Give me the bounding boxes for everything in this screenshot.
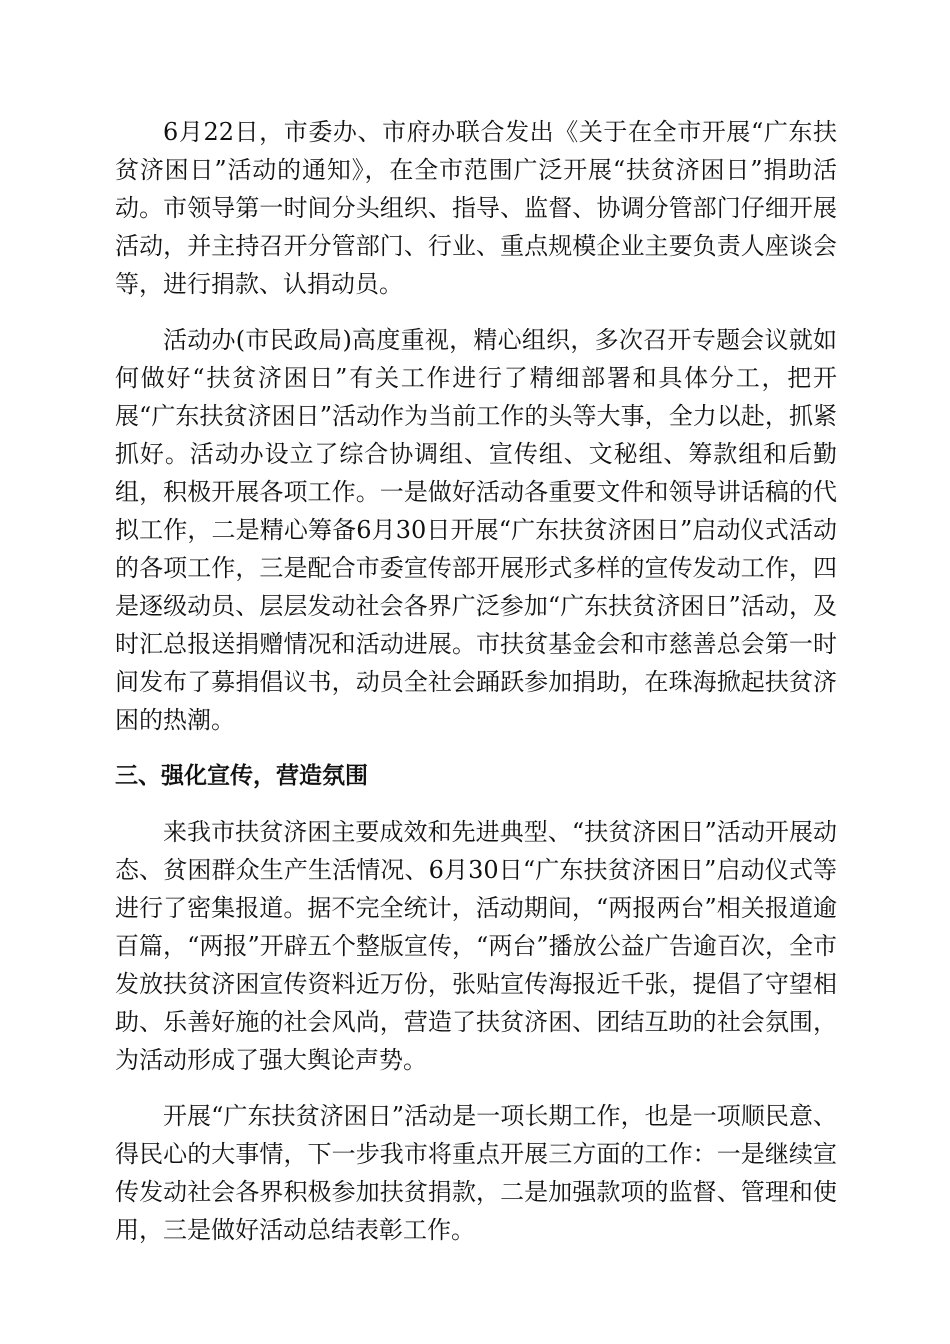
paragraph-spacer — [115, 739, 837, 757]
paragraph-spacer — [115, 1079, 837, 1097]
paragraph-next-steps: 开展“广东扶贫济困日”活动是一项长期工作，也是一项顺民意、得民心的大事情，下一步我市将重点开展三方面的工作：一是继续宣传发动社会各界积极参加扶贫捐款，二是加强款项的监督、管理和使用，三是做好活动总结表彰工作。 — [115, 1102, 837, 1244]
section-heading: 三、强化宣传，营造氛围 — [115, 763, 368, 789]
paragraph-publicity: 来我市扶贫济困主要成效和先进典型、“扶贫济困日”活动开展动态、贫困群众生产生活情况、6月30日“广东扶贫济困日”启动仪式等进行了密集报道。据不完全统计，活动期间，“两报两台”相关报道逾百篇，“两报”开辟五个整版宣传，“两台”播放公益广告逾百次，全市发放扶贫济困宣传资料近万份，张贴宣传海报近千张，提倡了守望相助、乐善好施的社会风尚，营造了扶贫济困、团结互助的社会氛围，为活动形成了强大舆论声势。 — [115, 818, 837, 1074]
paragraph-notice: 6月22日，市委办、市府办联合发出《关于在全市开展“广东扶贫济困日”活动的通知》，在全市范围广泛开展“扶贫济困日”捐助活动。市领导第一时间分头组织、指导、监督、协调分管部门仔细开展活动，并主持召开分管部门、行业、重点规模企业主要负责人座谈会等，进行捐款、认捐动员。 — [115, 118, 837, 298]
paragraph-spacer — [115, 795, 837, 813]
paragraph-activity-office: 活动办(市民政局)高度重视，精心组织，多次召开专题会议就如何做好“扶贫济困日”有关工作进行了精细部署和具体分工，把开展“广东扶贫济困日”活动作为当前工作的头等大事，全力以赴，抓紧抓好。活动办设立了综合协调组、宣传组、文秘组、筹款组和后勤组，积极开展各项工作。一是做好活动各重要文件和领导讲话稿的代拟工作，二是精心筹备6月30日开展“广东扶贫济困日”启动仪式活动的各项工作，三是配合市委宣传部开展形式多样的宣传发动工作，四是逐级动员、层层发动社会各界广泛参加“广东扶贫济困日”活动，及时汇总报送捐赠情况和活动进展。市扶贫基金会和市慈善总会第一时间发布了募捐倡议书，动员全社会踊跃参加捐助，在珠海掀起扶贫济困的热潮。 — [115, 326, 837, 734]
paragraph-spacer — [115, 303, 837, 321]
document-body — [115, 113, 837, 1249]
